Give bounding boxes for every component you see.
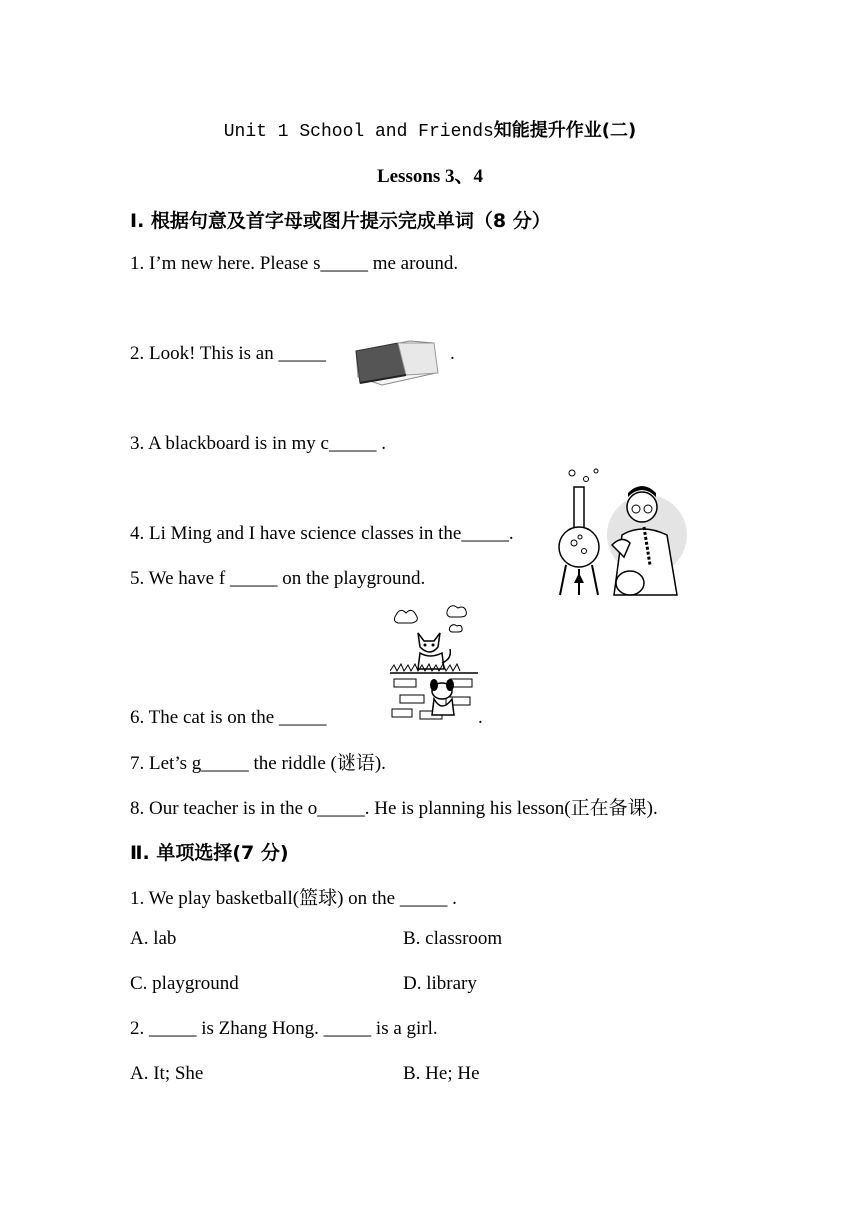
fill-item-2-period: . — [450, 343, 455, 364]
fill-item-7: 7. Let’s g_____ the riddle (谜语). — [130, 753, 386, 774]
choice-q2-option-b: B. He; He — [403, 1063, 480, 1084]
choice-q1-option-c: C. playground — [130, 973, 239, 994]
choice-q1-stem: 1. We play basketball(篮球) on the _____ . — [130, 888, 457, 909]
fill-item-1: 1. I’m new here. Please s_____ me around. — [130, 253, 459, 274]
fill-item-4: 4. Li Ming and I have science classes in the_____. — [130, 523, 514, 544]
choice-q1-option-b: B. classroom — [403, 928, 503, 949]
choice-q2-option-a: A. It; She — [130, 1063, 204, 1084]
choice-q2-stem: 2. _____ is Zhang Hong. _____ is a girl. — [130, 1018, 438, 1039]
fill-item-8: 8. Our teacher is in the o_____. He is planning his lesson(正在备课). — [130, 798, 658, 819]
section-1-heading: Ⅰ. 根据句意及首字母或图片提示完成单词（8 分） — [130, 210, 551, 232]
page-title — [0, 116, 860, 142]
choice-q1-option-d: D. library — [403, 973, 477, 994]
title-chinese: 知能提升作业(二) — [493, 120, 637, 141]
title-english: Unit 1 School and Friends — [223, 122, 494, 142]
choice-q1-option-a: A. lab — [130, 928, 177, 949]
scientist-lab-image — [552, 465, 690, 600]
fill-item-2: 2. Look! This is an _____ — [130, 343, 326, 364]
section-2-heading: Ⅱ. 单项选择(7 分) — [130, 842, 289, 864]
fill-item-3: 3. A blackboard is in my c_____ . — [130, 433, 386, 454]
eraser-image — [350, 333, 442, 389]
fill-item-6-period: . — [478, 707, 483, 728]
cat-on-wall-image — [390, 605, 478, 723]
page-subtitle: Lessons 3、4 — [376, 166, 484, 187]
fill-item-6: 6. The cat is on the _____ — [130, 707, 327, 728]
fill-item-5: 5. We have f _____ on the playground. — [130, 568, 426, 589]
